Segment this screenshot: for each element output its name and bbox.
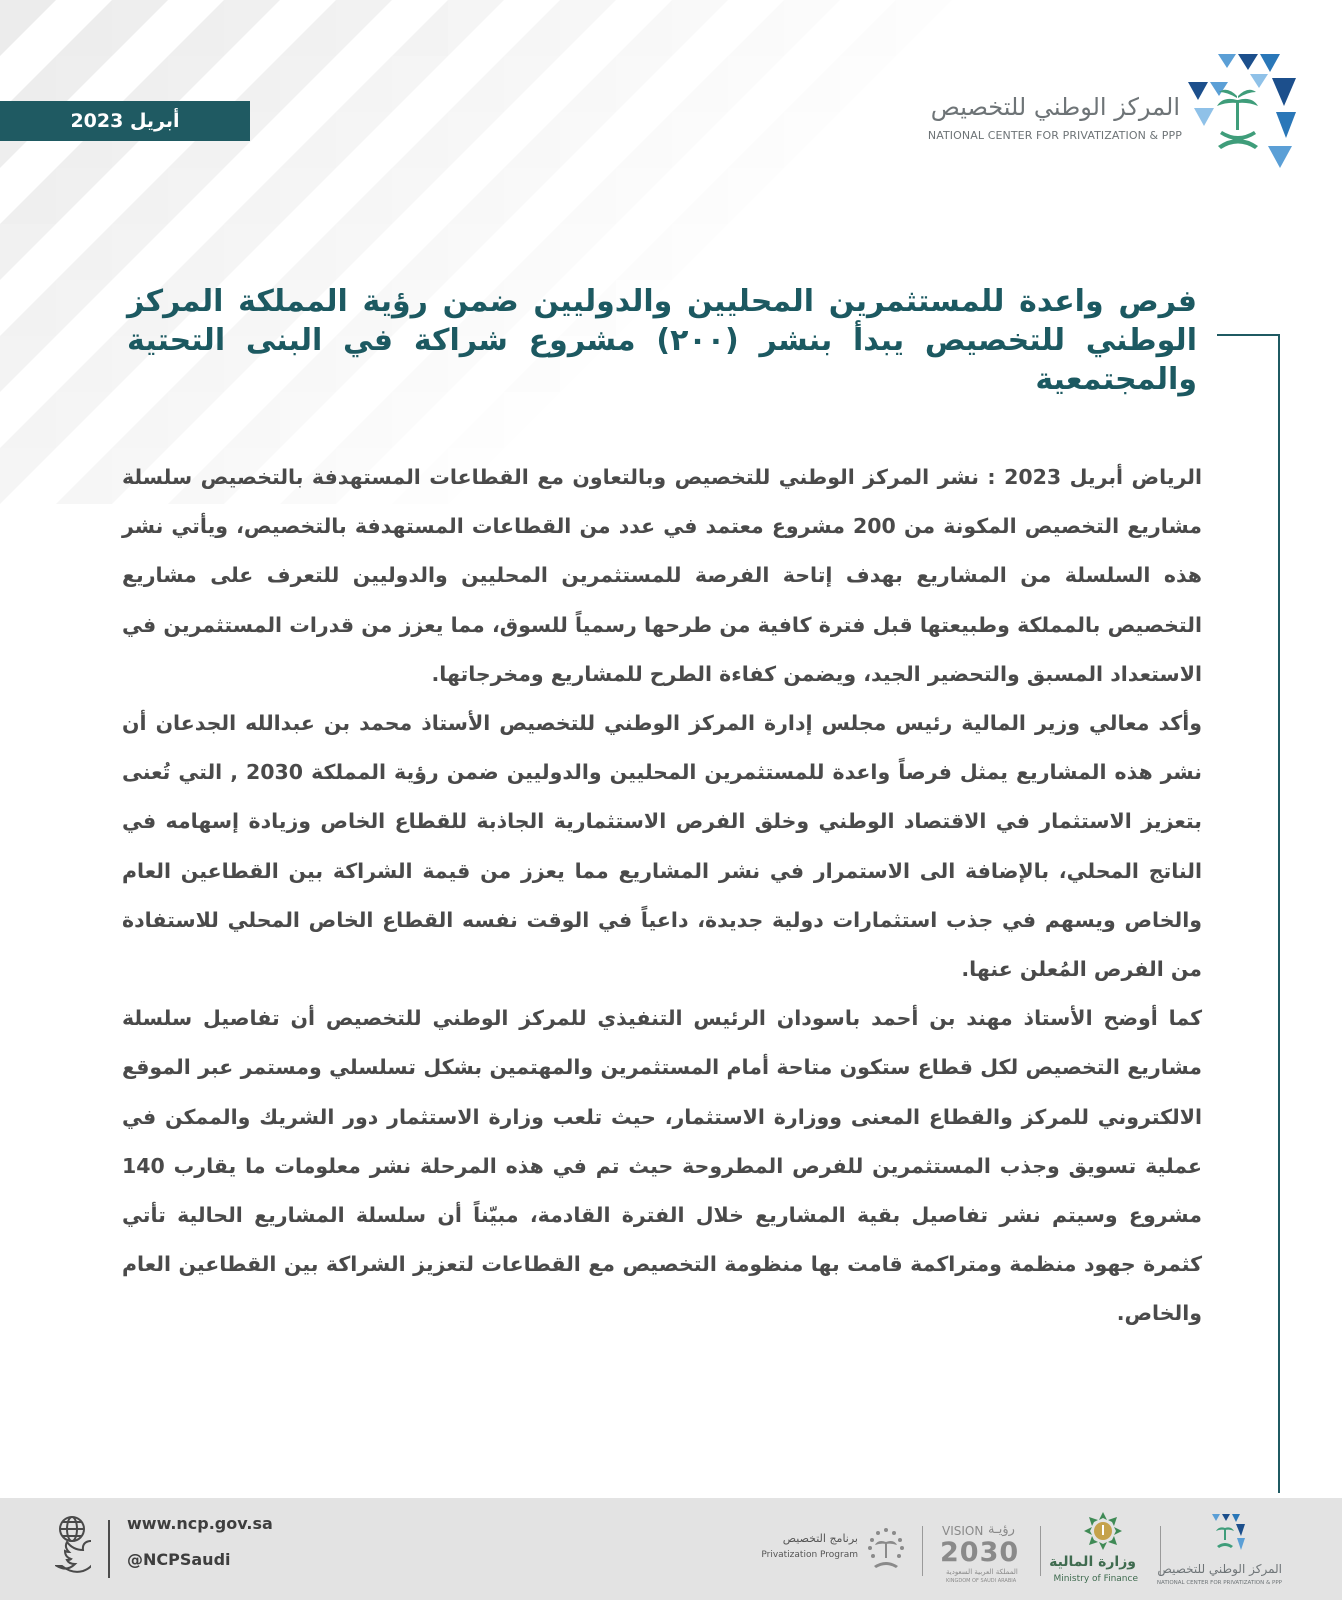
background-triangle <box>392 0 448 56</box>
background-triangle <box>0 224 56 280</box>
background-triangle <box>616 56 672 112</box>
background-triangle <box>392 224 448 280</box>
website-link[interactable]: www.ncp.gov.sa <box>127 1514 273 1533</box>
article-paragraph: كما أوضح الأستاذ مهند بن أحمد باسودان الرئيس التنفيذي للمركز الوطني للتخصيص أن تفاصيل سلسلة مشاريع التخصيص لكل قطاع ستكون متاحة أمام المستثمرين والمهتمين بشكل تسلسلي ومستمر عبر الموقع الالكتروني للمركز والقطاع المعنى ووزارة الاستثمار، حيث تلعب وزارة الاستثمار دور الشريك والممكن في عملية تسويق وجذب المستثمرين للفرص المطروحة حيث تم في هذه المرحلة نشر معلومات ما يقارب 140 مشروع وسيتم نشر تفاصيل بقية المشاريع خلال الفترة القادمة، مبيّناً أن سلسلة المشاريع الحالية تأتي كثمرة جهود منظمة ومتراكمة قامت بها منظومة التخصيص مع القطاعات لتعزيز الشراكة بين القطاعين العام والخاص. <box>122 1006 1202 1326</box>
background-triangle <box>0 0 56 56</box>
background-triangle <box>112 0 168 56</box>
vision-kingdom-en: KINGDOM OF SAUDI ARABIA <box>946 1578 1017 1584</box>
vision-label-ar: رؤيـة <box>988 1522 1015 1537</box>
background-triangle <box>224 224 280 280</box>
article-paragraph: الرياض أبريل 2023 : نشر المركز الوطني للتخصيص وبالتعاون مع القطاعات المستهدفة بالتخصيص سلسلة مشاريع التخصيص المكونة من 200 مشروع معتمد في عدد من القطاعات المستهدفة بالتخصيص، ويأتي نشر هذه السلسلة من المشاريع بهدف إتاحة الفرصة للمستثمرين المحليين والدوليين للتعرف على مشاريع التخصيص بالمملكة وطبيعتها قبل فترة كافية من طرحها رسمياً للسوق، مما يعزز من قدرات المستثمرين في الاستعداد المسبق والتحضير الجيد، ويضمن كفاءة الطرح للمشاريع ومخرجاتها. <box>122 465 1203 686</box>
privatization-program-emblem-icon <box>866 1526 906 1570</box>
background-triangle <box>504 56 560 112</box>
background-triangle <box>504 0 560 56</box>
background-triangle <box>280 112 336 168</box>
vision-2030-logo <box>940 1510 1035 1590</box>
background-triangle <box>784 112 840 168</box>
background-triangle <box>392 168 448 224</box>
background-triangle <box>56 280 112 336</box>
background-triangle <box>504 168 560 224</box>
background-triangle <box>280 56 336 112</box>
background-triangle <box>672 224 728 280</box>
background-triangle <box>56 392 112 448</box>
background-triangle <box>560 168 616 224</box>
background-triangle <box>728 168 784 224</box>
vision-year: 2030 <box>940 1537 1020 1568</box>
ncp-footer-name-ar: المركز الوطني للتخصيص <box>1157 1562 1282 1576</box>
background-triangle <box>280 224 336 280</box>
ncp-logo-icon <box>1188 50 1298 170</box>
background-triangle <box>336 392 392 448</box>
date-banner <box>0 101 250 141</box>
footer <box>0 1498 1342 1600</box>
background-triangle <box>168 224 224 280</box>
background-triangle <box>112 168 168 224</box>
background-triangle <box>728 112 784 168</box>
background-triangle <box>616 168 672 224</box>
background-triangle <box>560 224 616 280</box>
accent-line <box>1217 333 1281 1493</box>
mof-name-ar: وزارة المالية <box>1049 1554 1136 1570</box>
background-triangle <box>560 112 616 168</box>
background-triangle <box>280 392 336 448</box>
background-triangle <box>336 0 392 56</box>
background-triangle <box>672 112 728 168</box>
background-triangle <box>784 0 840 56</box>
background-triangle <box>112 392 168 448</box>
background-triangle <box>728 56 784 112</box>
background-triangle <box>392 56 448 112</box>
brand-name-english: NATIONAL CENTER FOR PRIVATIZATION & PPP <box>927 129 1182 142</box>
contact-icons <box>55 1514 91 1584</box>
background-triangle <box>616 112 672 168</box>
brand-name-arabic: المركز الوطني للتخصيص <box>930 93 1180 121</box>
background-triangle <box>280 168 336 224</box>
background-triangle <box>56 336 112 392</box>
background-triangle <box>672 0 728 56</box>
background-triangle <box>224 392 280 448</box>
background-triangle <box>112 224 168 280</box>
twitter-icon <box>57 1541 91 1572</box>
background-triangle <box>504 224 560 280</box>
background-triangle <box>728 0 784 56</box>
background-triangle <box>448 224 504 280</box>
background-triangle <box>448 392 504 448</box>
date-label: أبريل 2023 <box>70 110 180 132</box>
ncp-footer-logo <box>1156 1510 1322 1590</box>
background-triangle <box>336 168 392 224</box>
background-triangle <box>0 448 56 504</box>
article-title: فرص واعدة للمستثمرين المحليين والدوليين ضمن رؤية المملكة المركز الوطني للتخصيص يبدأ بنشر (٢٠٠) مشروع شراكة في البنى التحتية والمجتمعية <box>127 284 1197 397</box>
privatization-program-ar: برنامج التخصيص <box>782 1532 858 1545</box>
background-triangle <box>336 224 392 280</box>
privatization-program-logo <box>758 1510 908 1590</box>
ministry-of-finance-emblem-icon <box>1082 1510 1124 1552</box>
article-body <box>122 453 1202 1339</box>
logo-separator <box>1040 1526 1041 1576</box>
article-paragraph: وأكد معالي وزير المالية رئيس مجلس إدارة المركز الوطني للتخصيص الأستاذ محمد بن عبدالله الجدعان أن نشر هذه المشاريع يمثل فرصاً واعدة للمستثمرين المحليين والدوليين ضمن رؤية المملكة 2030 , التي تُعنى بتعزيز الاستثمار في الاقتصاد الوطني وخلق الفرص الاستثمارية الجاذبة للقطاع الخاص وزيادة إسهامه في الناتج المحلي، بالإضافة الى الاستمرار في نشر المشاريع مما يعزز من قيمة الشراكة بين القطاعين العام والخاص ويسهم في جذب استثمارات دولية جديدة، داعياً في الوقت نفسه القطاع الخاص المحلي للاستفادة من الفرص المُعلن عنها. <box>122 711 1202 982</box>
background-triangle <box>224 168 280 224</box>
background-triangle <box>896 0 952 56</box>
globe-icon <box>60 1517 84 1541</box>
ncp-brand <box>918 50 1298 170</box>
background-triangle <box>672 168 728 224</box>
ncp-small-logo-icon <box>1206 1512 1246 1552</box>
background-triangle <box>616 0 672 56</box>
background-triangle <box>0 392 56 448</box>
background-triangle <box>616 224 672 280</box>
background-triangle <box>336 56 392 112</box>
background-triangle <box>448 112 504 168</box>
background-triangle <box>504 392 560 448</box>
ministry-of-finance-logo <box>1049 1510 1148 1590</box>
ncp-footer-name-en: NATIONAL CENTER FOR PRIVATIZATION & PPP <box>1156 1580 1282 1586</box>
background-triangle <box>672 56 728 112</box>
background-triangle <box>168 0 224 56</box>
vision-kingdom-ar: المملكة العربية السعودية <box>946 1568 1018 1576</box>
twitter-handle-link[interactable]: @NCPSaudi <box>127 1550 231 1569</box>
background-triangle <box>0 280 56 336</box>
background-triangle <box>448 0 504 56</box>
background-triangle <box>56 0 112 56</box>
mof-name-en: Ministry of Finance <box>1053 1574 1138 1584</box>
background-triangle <box>168 168 224 224</box>
background-triangle <box>0 168 56 224</box>
background-triangle <box>56 168 112 224</box>
background-triangle <box>560 0 616 56</box>
background-triangle <box>448 56 504 112</box>
background-triangle <box>168 392 224 448</box>
vision-label: VISION <box>942 1524 984 1538</box>
background-triangle <box>336 112 392 168</box>
background-triangle <box>56 448 112 504</box>
background-triangle <box>392 112 448 168</box>
background-triangle <box>0 336 56 392</box>
background-triangle <box>840 0 896 56</box>
privatization-program-en: Privatization Program <box>761 1550 858 1560</box>
logo-separator <box>922 1526 923 1576</box>
background-triangle <box>224 0 280 56</box>
background-triangle <box>560 56 616 112</box>
background-triangle <box>392 392 448 448</box>
background-triangle <box>448 168 504 224</box>
background-triangle <box>840 56 896 112</box>
background-triangle <box>56 224 112 280</box>
background-triangle <box>784 56 840 112</box>
background-triangle <box>504 112 560 168</box>
background-triangle <box>280 0 336 56</box>
contact-divider <box>108 1520 110 1578</box>
